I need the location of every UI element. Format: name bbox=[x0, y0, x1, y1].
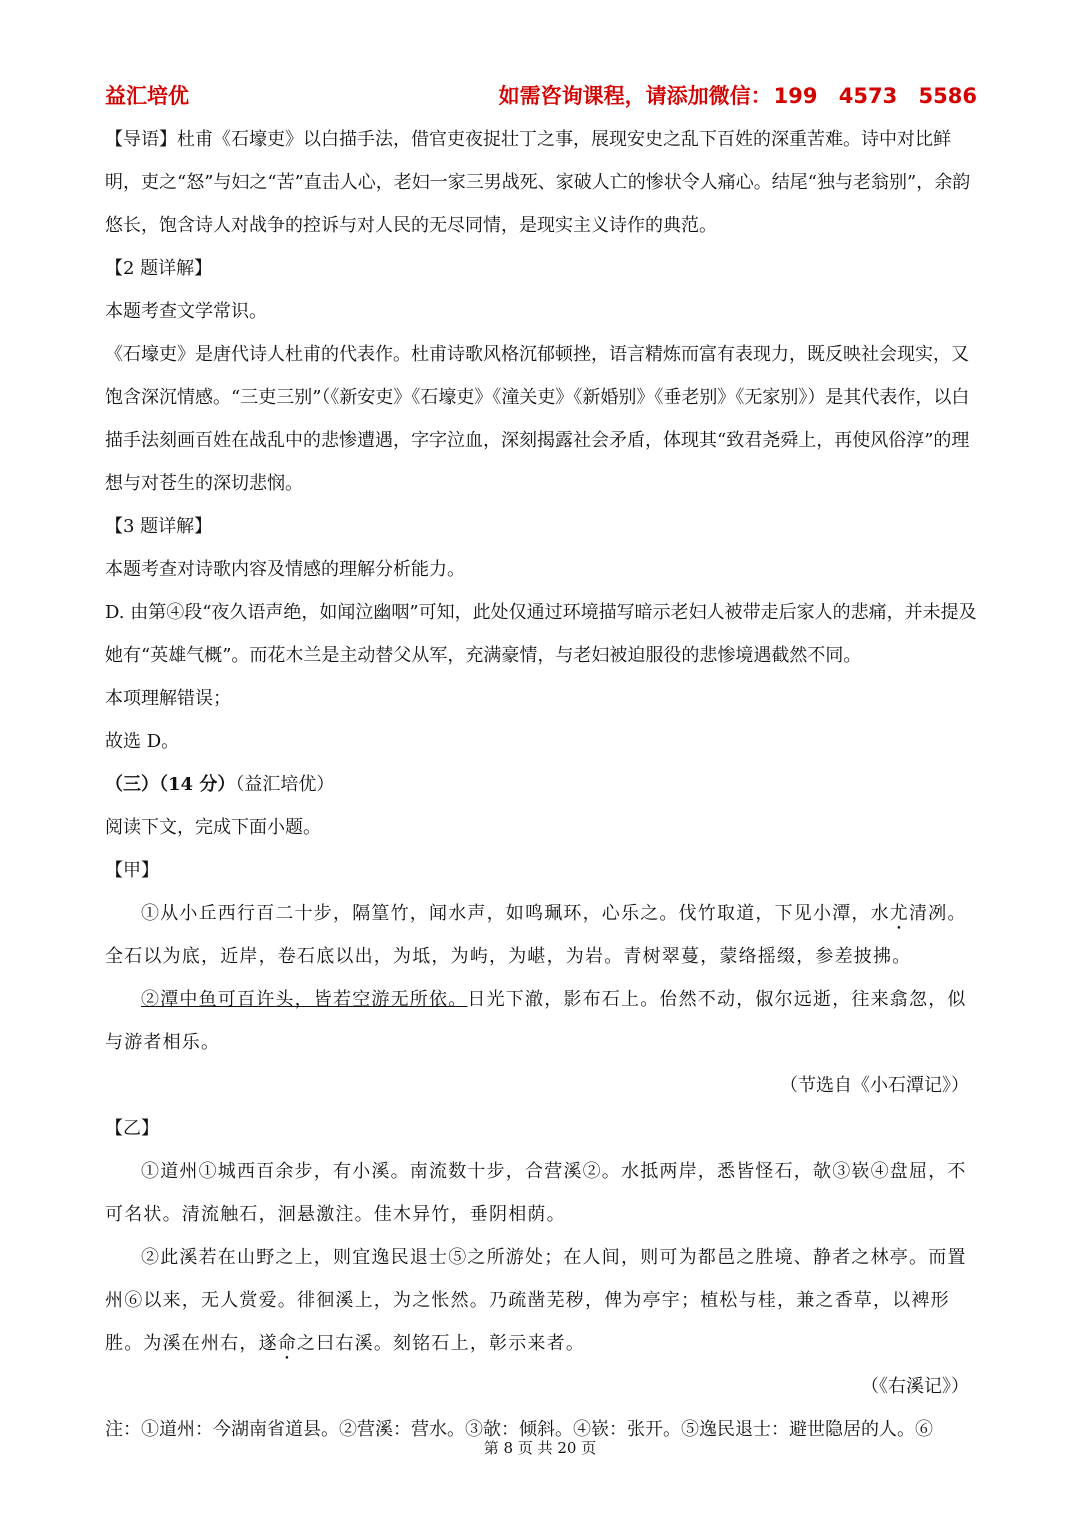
yi-p2-text-b: 之曰右溪。刻铭石上，彰示来者。 bbox=[297, 1333, 586, 1354]
yi-source: （《右溪记》） bbox=[861, 1376, 969, 1397]
page-header bbox=[105, 78, 977, 112]
section-3-note: （益汇培优） bbox=[235, 774, 335, 795]
q2-explanation: 《石壕吏》是唐代诗人杜甫的代表作。杜甫诗歌风格沉郁顿挫，语言精炼而富有表现力，既反映社会现实，又饱含深沉情感。“三吏三别”（《新安吏》《石壕吏》《潼关吏》《新婚别》《垂老别》《无家别》）是其代表作，以白描手法刻画百姓在战乱中的悲惨遭遇，字字泣血，深刻揭露社会矛盾，体现其“致君尧舜上，再使风俗淳”的理想与对苍生的深切悲悯。 bbox=[105, 344, 970, 494]
contact-label: 如需咨询课程，请添加微信： bbox=[498, 84, 772, 108]
jia-p1-text-a: ①从小丘西行百二十步，隔篁竹，闻水声，如鸣珮环，心乐之。伐竹取道，下见小潭，水 bbox=[141, 903, 890, 924]
q3-explanation: D. 由第④段“夜久语声绝，如闻泣幽咽”可知，此处仅通过环境描写暗示老妇人被带走后家人的悲痛，并未提及她有“英雄气概”。而花木兰是主动替父从军，充满豪情，与老妇被迫服役的悲惨境遇截然不同。 bbox=[105, 602, 977, 666]
jia-label: 【甲】 bbox=[105, 860, 159, 881]
q3-answer: 故选 D。 bbox=[105, 731, 180, 752]
q3-title: 【3 题详解】 bbox=[105, 516, 213, 537]
jia-p2-text: 日光下澈，影布石上。佁然不动，俶尔远逝，往来翕忽，似与游者相乐。 bbox=[105, 989, 967, 1053]
q3-conclusion: 本项理解错误； bbox=[105, 688, 231, 709]
yi-label: 【乙】 bbox=[105, 1118, 159, 1139]
contact-info bbox=[499, 80, 977, 110]
wechat-phone: 199 4573 5586 bbox=[773, 84, 977, 108]
q2-title: 【2 题详解】 bbox=[105, 258, 213, 279]
jia-source: （节选自《小石潭记》） bbox=[780, 1075, 969, 1096]
jia-paragraph-1 bbox=[105, 892, 977, 978]
yi-paragraph-1: ①道州①城西百余步，有小溪。南流数十步，合营溪②。水抵两岸，悉皆怪石，欹③嵚④盘屈，不可名状。清流触石，洄悬激注。佳木异竹，垂阴相荫。 bbox=[105, 1161, 967, 1225]
yi-p2-emphasis: 命 bbox=[277, 1333, 298, 1354]
yi-p2-text-a: ②此溪若在山野之上，则宜逸民退士⑤之所游处；在人间，则可为都邑之胜境、静者之林亭。而置州⑥以来，无人赏爱。徘徊溪上，为之怅然。乃疏凿芜秽，俾为亭宇；植松与桂，兼之香草，以裨形胜。为溪在州右，遂 bbox=[105, 1247, 967, 1354]
brand-name: 益汇培优 bbox=[105, 83, 189, 108]
q3-summary: 本题考查对诗歌内容及情感的理解分析能力。 bbox=[105, 559, 465, 580]
page-footer bbox=[0, 1437, 1080, 1458]
document-body bbox=[105, 118, 977, 1451]
page-number: 第 8 页 共 20 页 bbox=[483, 1439, 597, 1457]
jia-p1-text-b: 清冽。全石以为底，近岸，卷石底以出，为坻，为屿，为嵁，为岩。青树翠蔓，蒙络摇缀，参差披拂。 bbox=[105, 903, 967, 967]
intro-paragraph: 【导语】杜甫《石壕吏》以白描手法，借官吏夜捉壮丁之事，展现安史之乱下百姓的深重苦难。诗中对比鲜明，吏之“怒”与妇之“苦”直击人心，老妇一家三男战死、家破人亡的惨状令人痛心。结尾“独与老翁别”，余韵悠长，饱含诗人对战争的控诉与对人民的无尽同情，是现实主义诗作的典范。 bbox=[105, 129, 971, 236]
yi-paragraph-2 bbox=[105, 1236, 977, 1365]
jia-p1-emphasis: 尤 bbox=[889, 903, 909, 924]
annotation-notes: 注：①道州：今湖南省道县。②营溪：营水。③欹：倾斜。④嵚：张开。⑤逸民退士：避世隐居的人。⑥ bbox=[105, 1419, 933, 1440]
section-3-title: （三）（14 分） bbox=[105, 774, 236, 795]
jia-paragraph-2 bbox=[105, 978, 977, 1064]
q2-summary: 本题考查文学常识。 bbox=[105, 301, 267, 322]
section-3-instruction: 阅读下文，完成下面小题。 bbox=[105, 817, 321, 838]
section-3-heading bbox=[105, 763, 977, 806]
jia-p2-underlined: ②潭中鱼可百许头，皆若空游无所依。 bbox=[141, 989, 468, 1010]
